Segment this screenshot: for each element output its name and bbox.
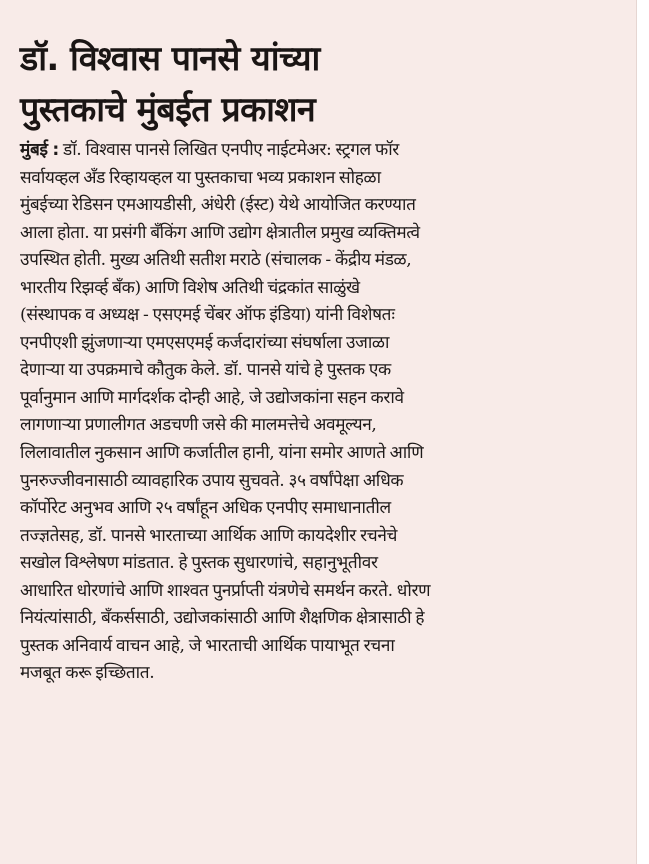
body-line-12: लिलावातील नुकसान आणि कर्जातील हानी, यांना समोर आणते आणि: [20, 443, 424, 464]
body-line-11: लागणाऱ्या प्रणालीगत अडचणी जसे की मालमत्तेचे अवमूल्यन,: [20, 415, 377, 436]
body-line-1: [20, 137, 616, 165]
body-line-1-text: डॉ. विश्वास पानसे लिखित एनपीए नाईटमेअर: स्ट्रगल फॉर: [58, 140, 399, 160]
body-line-2: सर्वायव्हल अँड रिव्हायव्हल या पुस्तकाचा भव्य प्रकाशन सोहळा: [20, 167, 381, 188]
body-line-17: आधारित धोरणांचे आणि शाश्वत पुनर्प्राप्ती यंत्रणेचे समर्थन करते. धोरण: [20, 580, 431, 601]
body-line-20: मजबूत करू इच्छितात.: [20, 663, 155, 684]
body-line-16: सखोल विश्लेषण मांडतात. हे पुस्तक सुधारणांचे, सहानुभूतीवर: [20, 553, 378, 574]
body-line-15: तज्ज्ञतेसह, डॉ. पानसे भारताच्या आर्थिक आणि कायदेशीर रचनेचे: [20, 525, 398, 546]
body-line-19: पुस्तक अनिवार्य वाचन आहे, जे भारताची आर्थिक पायाभूत रचना: [20, 635, 395, 656]
headline-line-2: पुस्तकाचे मुंबईत प्रकाशन: [20, 90, 316, 130]
body-line-18: नियंत्यांसाठी, बँकर्ससाठी, उद्योजकांसाठी आणि शैक्षणिक क्षेत्रासाठी हे: [20, 608, 425, 629]
body-line-10: पूर्वानुमान आणि मार्गदर्शक दोन्ही आहे, जे उद्योजकांना सहन करावे: [20, 387, 404, 408]
body-line-9: देणाऱ्या या उपक्रमाचे कौतुक केले. डॉ. पानसे यांचे हे पुस्तक एक: [20, 360, 391, 381]
article-headline: [20, 34, 616, 136]
body-line-7: (संस्थापक व अध्यक्ष - एसएमई चेंबर ऑफ इंडिया) यांनी विशेषतः: [20, 305, 395, 326]
body-line-6: भारतीय रिझर्व्ह बँक) आणि विशेष अतिथी चंद्रकांत साळुंखे: [20, 277, 360, 298]
body-line-8: एनपीएशी झुंजणाऱ्या एमएसएमई कर्जदारांच्या संघर्षाला उजाळा: [20, 332, 390, 353]
body-line-13: पुनरुज्जीवनासाठी व्यावहारिक उपाय सुचवते. ३५ वर्षांपेक्षा अधिक: [20, 470, 404, 491]
body-line-3: मुंबईच्या रेडिसन एमआयडीसी, अंधेरी (ईस्ट) येथे आयोजित करण्यात: [20, 195, 416, 216]
body-line-5: उपस्थित होती. मुख्य अतिथी सतीश मराठे (संचालक - केंद्रीय मंडळ,: [20, 250, 412, 271]
headline-line-1: डॉ. विश्वास पानसे यांच्या: [20, 39, 320, 79]
body-line-4: आला होता. या प्रसंगी बँकिंग आणि उद्योग क्षेत्रातील प्रमुख व्यक्तिमत्वे: [20, 222, 420, 243]
body-line-14: कॉर्पोरेट अनुभव आणि २५ वर्षांहून अधिक एनपीए समाधानातील: [20, 498, 391, 519]
dateline: मुंबई :: [20, 140, 59, 160]
news-article: [20, 34, 616, 688]
article-body: [20, 136, 616, 688]
